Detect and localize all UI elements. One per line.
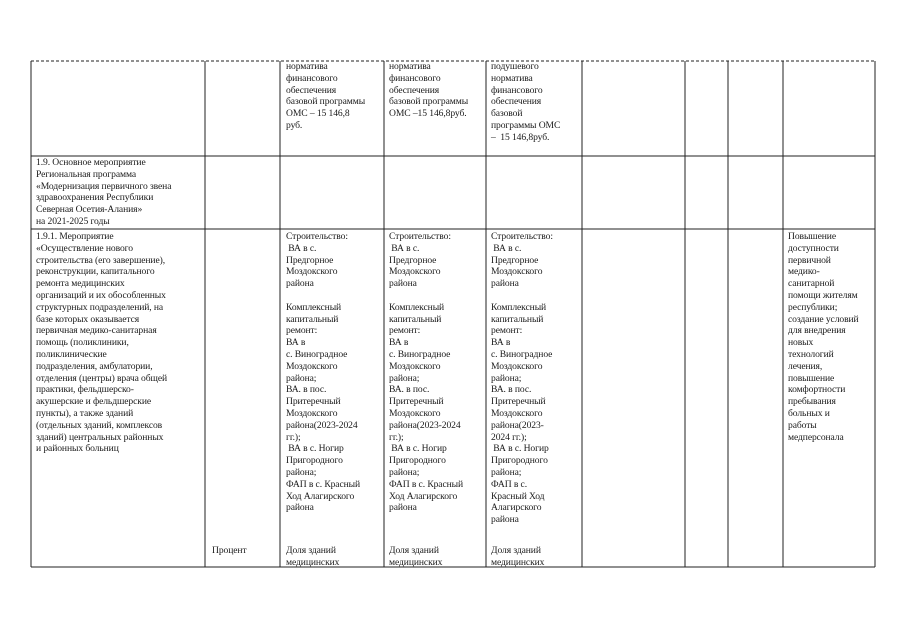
row1-col4-text: норматива финансового обеспечения базовой программы ОМС –15 146,8руб.	[389, 61, 469, 120]
row3-col4-text: Строительство: ВА в с. Предгорное Моздокского района Комплексный капитальный ремонт: ВА в с. Виноградное Моздокского района; ВА. в пос. Притеречный Моздокского района(2023-2024 гг.); ВА в с. Ногир Пригородного района; ФАП в с. Красный Ход Алагирского района	[389, 231, 464, 514]
row1-col5-text: подушевого норматива финансового обеспечения базовой программы ОМС – 15 146,8руб.	[491, 61, 561, 143]
row4-col3-text: Доля зданий медицинских	[286, 545, 340, 568]
row2-col1-text: 1.9. Основное мероприятие Региональная программа «Модернизация первичного звена здравоохранения Республики Северная Осетия-Алания» на 2021-2025 годы	[36, 157, 172, 227]
row4-col4-text: Доля зданий медицинских	[389, 545, 443, 568]
row1-col3-text: норматива финансового обеспечения базовой программы ОМС – 15 146,8 руб.	[286, 61, 366, 131]
row4-col5-text: Доля зданий медицинских	[491, 545, 545, 568]
row4-col2-text: Процент	[212, 545, 247, 556]
row3-col5-text: Строительство: ВА в с. Предгорное Моздокского района Комплексный капитальный ремонт: ВА в с. Виноградное Моздокского района; ВА. в пос. Притеречный Моздокского района(2023- 2024 гг.); ВА в с. Ногир Пригородного района; ФАП в с. Красный Ход Алагирского района	[491, 231, 553, 526]
row3-col3-text: Строительство: ВА в с. Предгорное Моздокского района Комплексный капитальный ремонт: ВА в с. Виноградное Моздокского района; ВА. в пос. Притеречный Моздокского района(2023-2024 гг.); ВА в с. Ногир Пригородного района; ФАП в с. Красный Ход Алагирского района	[286, 231, 361, 514]
row3-col1-text: 1.9.1. Мероприятие «Осуществление нового строительства (его завершение), реконструкции, капитального ремонта медицинских организаций и их обособленных структурных подразделений, на базе которых оказывается первичная медико-санитарная помощь (поликлиники, поликлинические подразделения, амбулатории, отделения (центры) врача общей практики, фельдшерско- акушерские и фельдшерские пункты), а также зданий (отдельных зданий, комплексов зданий) центральных районных и районных больниц	[36, 231, 168, 455]
row3-col9-text: Повышение доступности первичной медико- санитарной помощи жителям республики; создание условий для внедрения новых технологий лечения, повышение комфортности пребывания больных и работы медперсонала	[788, 231, 859, 443]
